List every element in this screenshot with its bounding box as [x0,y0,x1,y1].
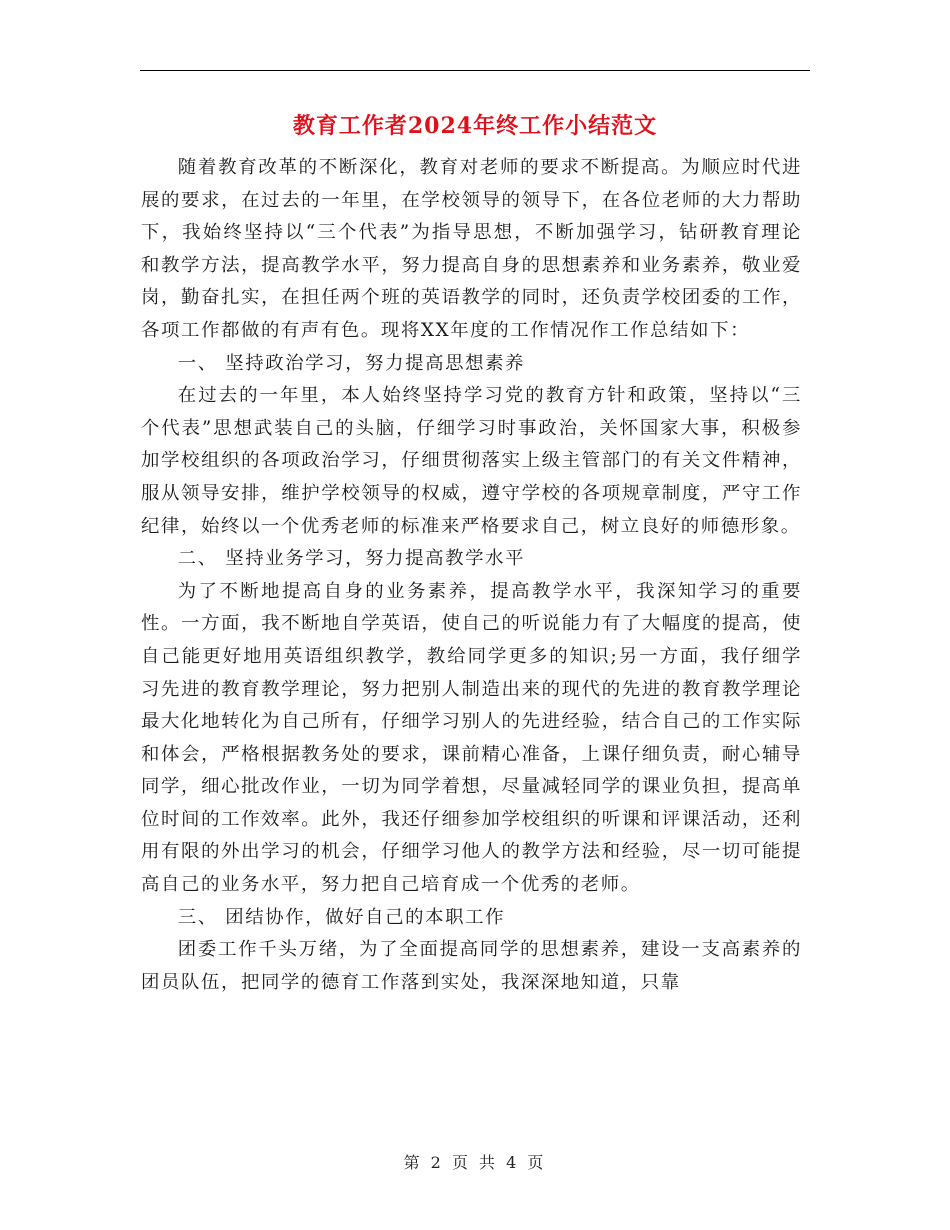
section-heading-2: 二、 坚持业务学习，努力提高教学水平 [177,548,526,570]
header-rule [140,70,810,71]
section-3-paragraph: 团委工作千头万绪，为了全面提高同学的思想素养，建设一支高素养的团员队伍，把同学的德育工作落到实处，我深深地知道，只靠 [141,939,802,993]
section-2-paragraph: 为了不断地提高自身的业务素养，提高教学水平，我深知学习的重要性。一方面，我不断地自学英语，使自己的听说能力有了大幅度的提高，使自己能更好地用英语组织教学，教给同学更多的知识;另一方面，我仔细学习先进的教育教学理论，努力把别人制造出来的现代的先进的教育教学理论最大化地转化为自己所有，仔细学习别人的先进经验，结合自己的工作实际和体会，严格根据教务处的要求，课前精心准备，上课仔细负责，耐心辅导同学，细心批改作业，一切为同学着想，尽量减轻同学的课业负担，提高单位时间的工作效率。此外，我还仔细参加学校组织的听课和评课活动，还利用有限的外出学习的机会，仔细学习他人的教学方法和经验，尽一切可能提高自己的业务水平，努力把自己培育成一个优秀的老师。 [141,580,802,896]
document-body [141,152,802,999]
section-heading-1: 一、 坚持政治学习，努力提高思想素养 [177,352,526,374]
page-number-footer: 第 2 页 共 4 页 [403,1153,547,1172]
document-title: 教育工作者2024年终工作小结范文 [292,113,658,139]
section-heading-3: 三、 团结协作，做好自己的本职工作 [177,906,506,928]
intro-paragraph: 随着教育改革的不断深化，教育对老师的要求不断提高。为顺应时代进展的要求，在过去的一年里，在学校领导的领导下，在各位老师的大力帮助下，我始终坚持以“三个代表”为指导思想，不断加强学习，钻研教育理论和教学方法，提高教学水平，努力提高自身的思想素养和业务素养，敬业爱岗，勤奋扎实，在担任两个班的英语教学的同时，还负责学校团委的工作，各项工作都做的有声有色。现将XX年度的工作情况作工作总结如下： [141,157,802,341]
section-1-paragraph: 在过去的一年里，本人始终坚持学习党的教育方针和政策，坚持以“三个代表”思想武装自己的头脑，仔细学习时事政治，关怀国家大事，积极参加学校组织的各项政治学习，仔细贯彻落实上级主管部门的有关文件精神，服从领导安排，维护学校领导的权威，遵守学校的各项规章制度，严守工作纪律，始终以一个优秀老师的标准来严格要求自己，树立良好的师德形象。 [141,385,802,537]
